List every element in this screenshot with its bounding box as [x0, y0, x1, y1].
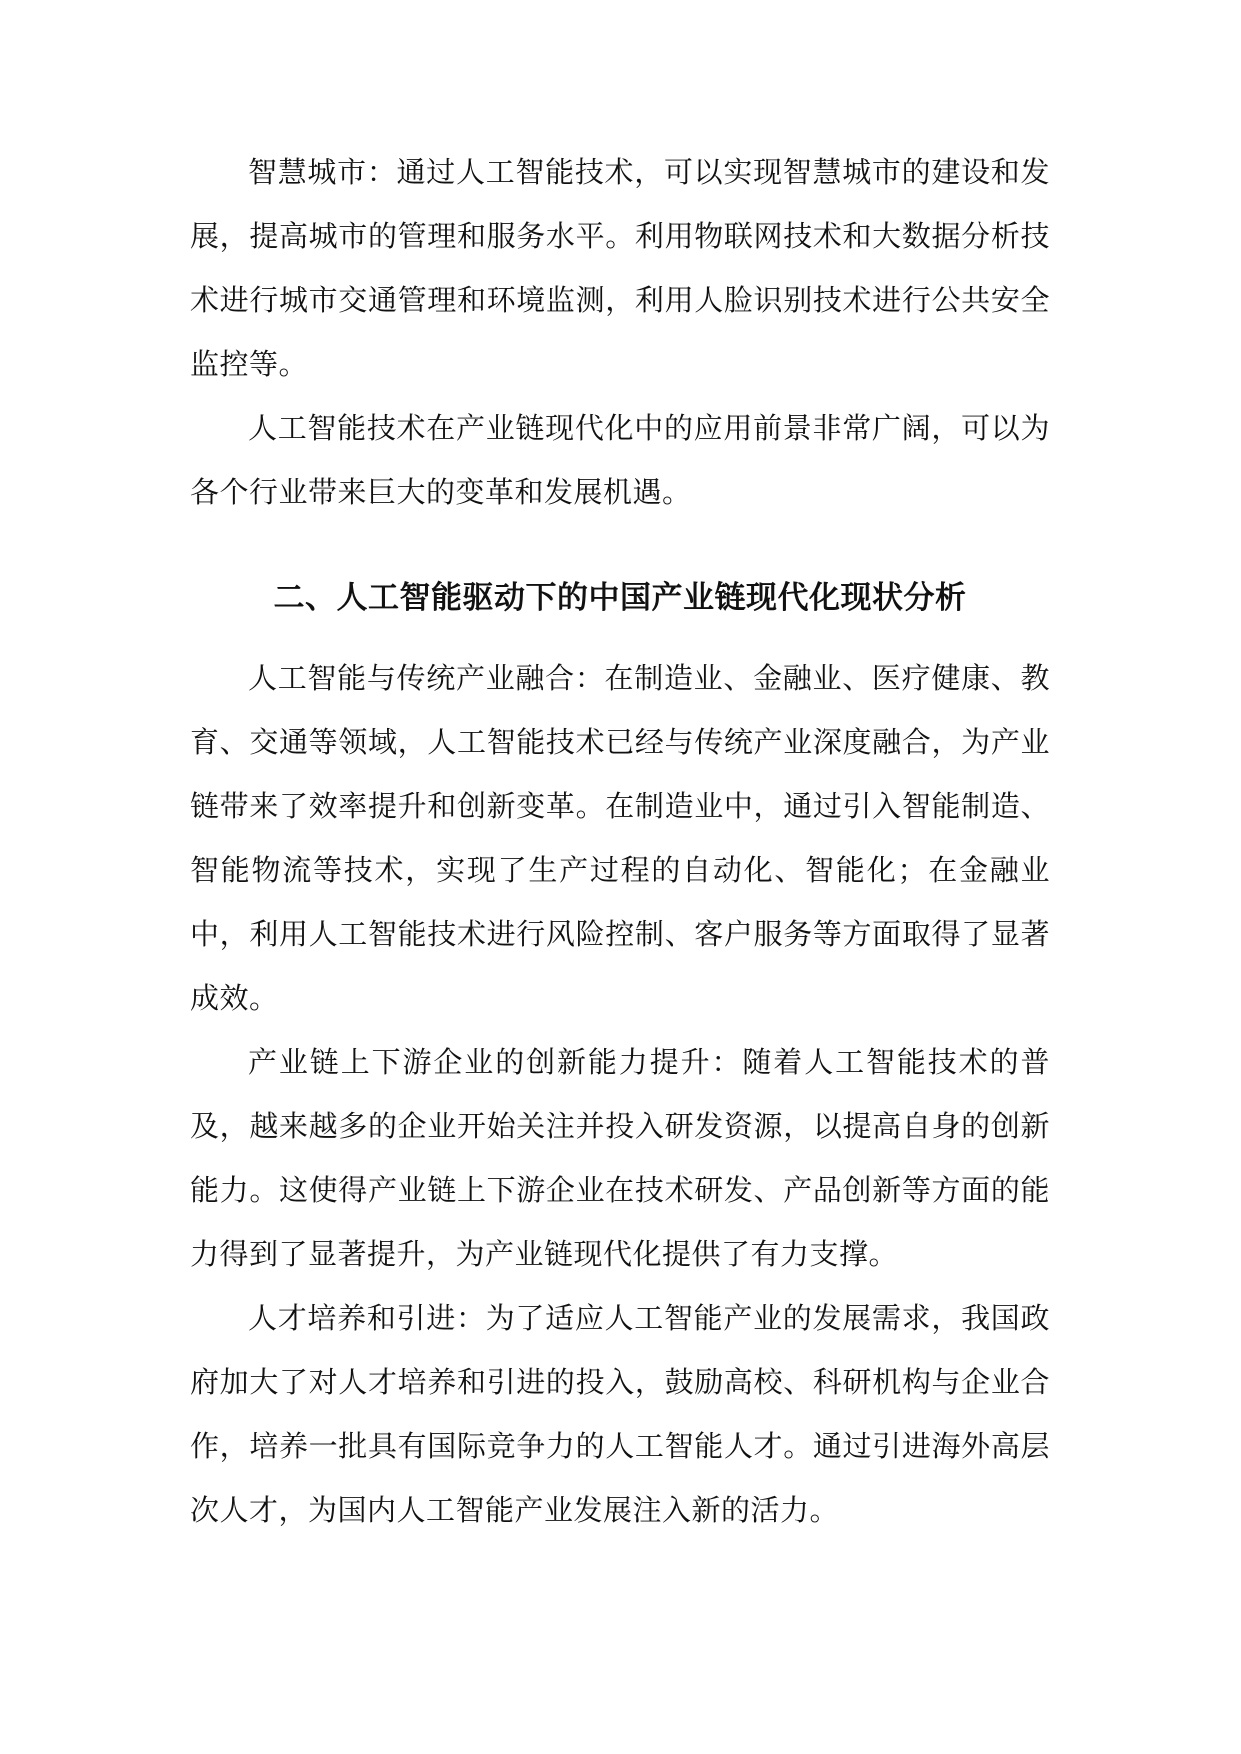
paragraph-industry-integration: 人工智能与传统产业融合：在制造业、金融业、医疗健康、教育、交通等领域，人工智能技术已经与传统产业深度融合，为产业链带来了效率提升和创新变革。在制造业中，通过引入智能制造、智能物流等技术，实现了生产过程的自动化、智能化；在金融业中，利用人工智能技术进行风险控制、客户服务等方面取得了显著成效。	[190, 661, 1050, 1015]
paragraph-innovation-capacity: 产业链上下游企业的创新能力提升：随着人工智能技术的普及，越来越多的企业开始关注并投入研发资源，以提高自身的创新能力。这使得产业链上下游企业在技术研发、产品创新等方面的能力得到了显著提升，为产业链现代化提供了有力支撑。	[190, 1045, 1050, 1271]
section-heading: 二、人工智能驱动下的中国产业链现代化现状分析	[273, 580, 967, 616]
paragraph-talent-training: 人才培养和引进：为了适应人工智能产业的发展需求，我国政府加大了对人才培养和引进的投入，鼓励高校、科研机构与企业合作，培养一批具有国际竞争力的人工智能人才。通过引进海外高层次人才，为国内人工智能产业发展注入新的活力。	[190, 1301, 1050, 1527]
paragraph-ai-prospects: 人工智能技术在产业链现代化中的应用前景非常广阔，可以为各个行业带来巨大的变革和发展机遇。	[190, 411, 1050, 509]
document-body	[190, 140, 1050, 1542]
paragraph-smart-city: 智慧城市：通过人工智能技术，可以实现智慧城市的建设和发展，提高城市的管理和服务水平。利用物联网技术和大数据分析技术进行城市交通管理和环境监测，利用人脸识别技术进行公共安全监控等。	[190, 155, 1050, 381]
